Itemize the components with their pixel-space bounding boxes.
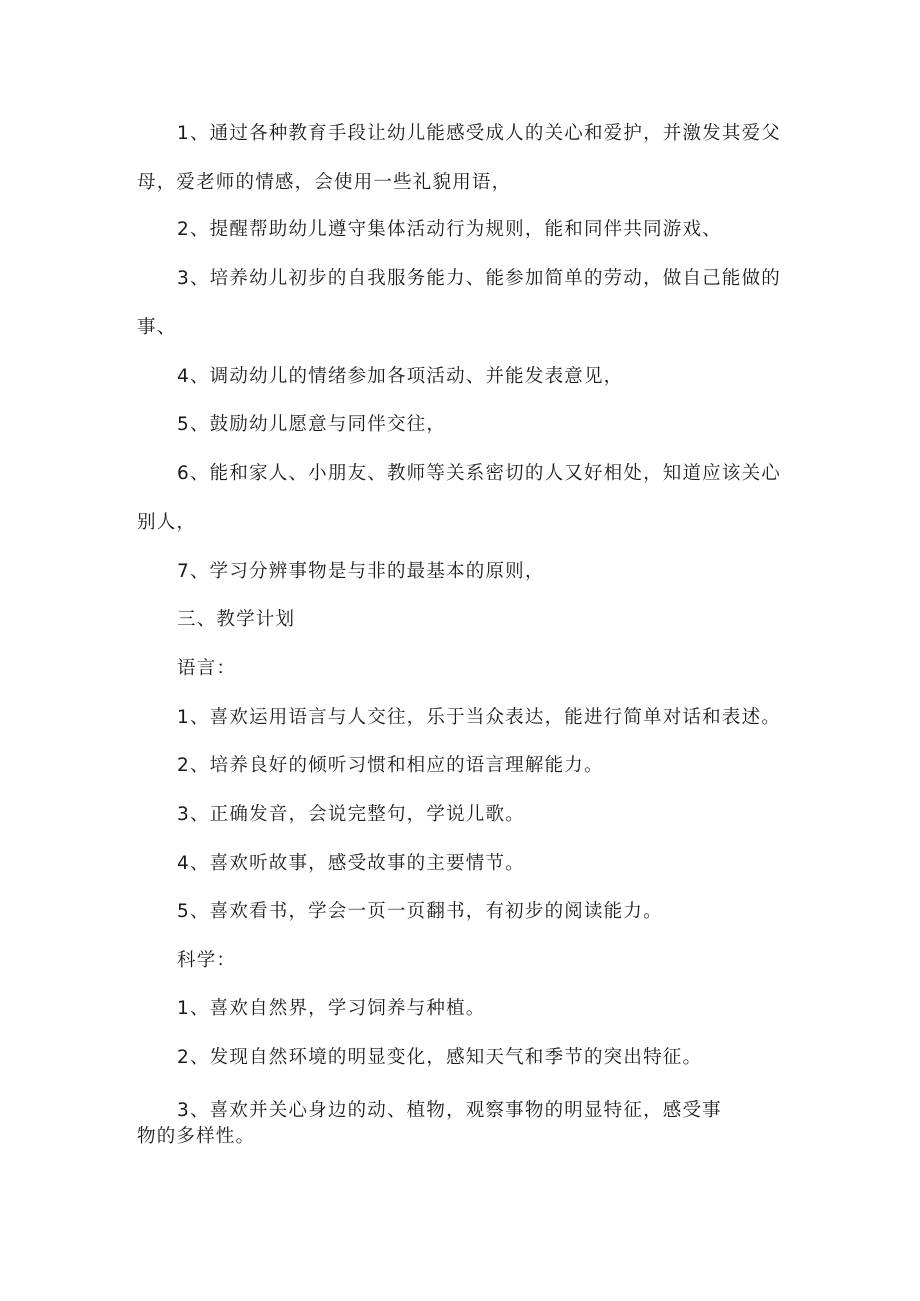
- text-line: 别人，: [137, 511, 197, 533]
- science-item-3: [137, 1098, 797, 1150]
- science-item-1: [137, 985, 797, 1034]
- goal-item-6: [137, 450, 797, 547]
- goal-item-3: [137, 255, 797, 352]
- text-line: 2、培养良好的倾听习惯和相应的语言理解能力。: [177, 755, 604, 776]
- goal-item-4: [137, 353, 797, 402]
- text-line: 2、提醒帮助幼儿遵守集体活动行为规则，能和同伴共同游戏、: [177, 219, 722, 240]
- goal-item-1: [137, 110, 797, 207]
- heading-text: 三、教学计划: [177, 609, 296, 630]
- language-item-5: [137, 888, 797, 937]
- text-line: 1、喜欢运用语言与人交往，乐于当众表达，能进行简单对话和表述。: [177, 707, 781, 728]
- text-line: 3、正确发音，会说完整句，学说儿歌。: [177, 804, 525, 825]
- text-line: 2、发现自然环境的明显变化，感知天气和季节的突出特征。: [177, 1047, 703, 1068]
- text-line: 5、喜欢看书，学会一页一页翻书，有初步的阅读能力。: [177, 901, 663, 922]
- text-line: 1、通过各种教育手段让幼儿能感受成人的关心和爱护，并激发其爱父: [177, 123, 781, 144]
- goal-item-2: [137, 206, 797, 255]
- subsection-language: [137, 645, 797, 694]
- section-heading: [137, 596, 797, 645]
- language-item-2: [137, 742, 797, 791]
- language-item-1: [137, 694, 797, 743]
- goal-item-5: [137, 401, 797, 450]
- science-item-2: [137, 1034, 797, 1083]
- text-line: 3、喜欢并关心身边的动、植物，观察事物的明显特征，感受事: [177, 1100, 722, 1121]
- text-line: 物的多样性。: [137, 1126, 256, 1147]
- text-line: 1、喜欢自然界，学习饲养与种植。: [177, 998, 486, 1019]
- text-line: 4、调动幼儿的情绪参加各项活动、并能发表意见，: [177, 366, 624, 387]
- subheading-text: 语言：: [177, 658, 237, 679]
- text-line: 3、培养幼儿初步的自我服务能力、能参加简单的劳动，做自己能做的: [177, 268, 781, 289]
- text-line: 事、: [137, 316, 177, 338]
- language-item-3: [137, 791, 797, 840]
- text-line: 4、喜欢听故事，感受故事的主要情节。: [177, 853, 525, 874]
- goal-item-7: [137, 548, 797, 597]
- text-line: 6、能和家人、小朋友、教师等关系密切的人又好相处，知道应该关心: [177, 463, 781, 484]
- text-line: 5、鼓励幼儿愿意与同伴交往，: [177, 414, 447, 435]
- text-line: 母，爱老师的情感，会使用一些礼貌用语，: [137, 171, 512, 193]
- subheading-text: 科学：: [177, 950, 237, 971]
- language-item-4: [137, 840, 797, 889]
- text-line: 7、学习分辨事物是与非的最基本的原则，: [177, 561, 545, 582]
- subsection-science: [137, 937, 797, 986]
